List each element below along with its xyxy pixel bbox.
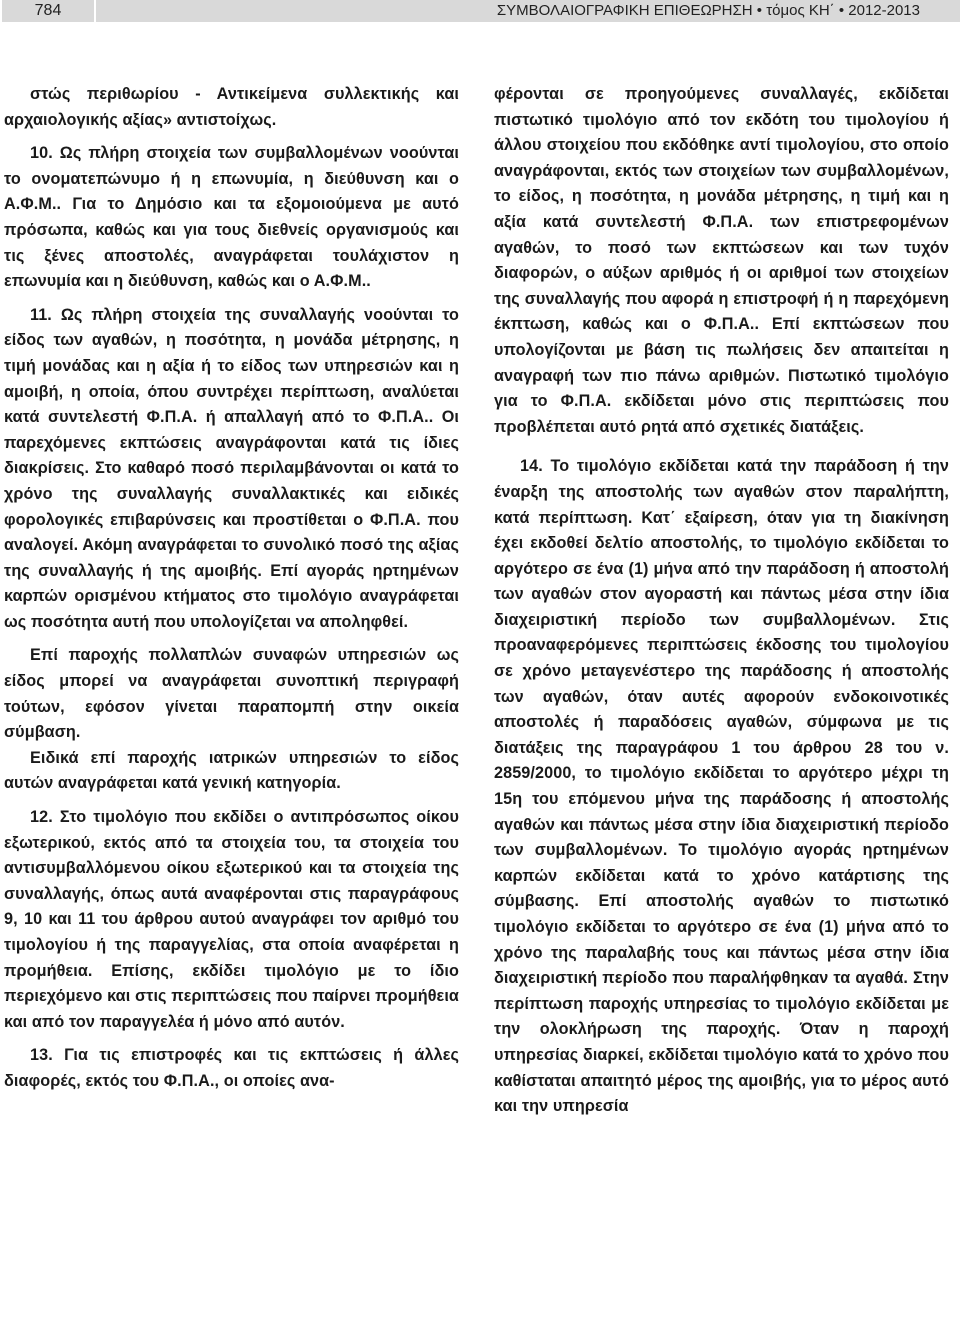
paragraph-continuation: στώς περιθωρίου - Αντικείμενα συλλεκτικής και αρχαιολογικής αξίας» αντιστοίχως. (4, 85, 459, 129)
header-bar (96, 0, 960, 22)
right-column (494, 82, 949, 1128)
paragraph-10: 10. Ως πλήρη στοιχεία των συμβαλλομένων νοούνται το ονοματεπώνυμο ή η επωνυμία, η διεύθυνση και ο Α.Φ.Μ.. Για το Δημόσιο και τα εξομοιούμενα με αυτό πρόσωπα, καθώς και για τους διεθνείς οργανισμούς και τις ξένες αποστολές, αναγράφεται τουλάχιστον η επωνυμία και η διεύθυνση, καθώς και ο Α.Φ.Μ.. (4, 144, 459, 291)
paragraph-11: 11. Ως πλήρη στοιχεία της συναλλαγής νοούνται το είδος των αγαθών, η ποσότητα, η μονάδα μέτρησης, η τιμή μονάδας και η αξία ή το είδος των υπηρεσιών και η αμοιβή, η οποία, όπου συντρέχει περίπτωση, αναλύεται κατά συντελεστή Φ.Π.Α. ή απαλλαγή από το Φ.Π.Α.. Οι παρεχόμενες εκπτώσεις αναγράφονται κατά τις ίδιες διακρίσεις. Στο καθαρό ποσό περιλαμβάνονται οι κατά το χρόνο της συναλλαγής συναλλακτικές και ειδικές φορολογικές επιβαρύνσεις και προστίθεται ο Φ.Π.Α. που αναλογεί. Ακόμη αναγράφεται το συνολικό ποσό της αξίας της συναλλαγής ή της αμοιβής. Επί αγοράς ηρτημένων καρπών ορισμένου κτήματος στο τιμολόγιο αναγράφεται ως ποσότητα αυτή που υπολογίζεται να αποληφθεί. (4, 305, 459, 631)
left-column (4, 82, 459, 1103)
paragraph-12: 12. Στο τιμολόγιο που εκδίδει ο αντιπρόσωπος οίκου εξωτερικού, εκτός από τα στοιχεία του, τα στοιχεία του αντισυμβαλλόμενου οίκου εξωτερικού και τα στοιχεία της συναλλαγής, όπως αυτά αναφέρονται στις παραγράφους 9, 10 και 11 του άρθρου αυτού αναγράφει τον αριθμό του τιμολογίου ή της παραγγελίας, στα οποία αναφέρεται η προμήθεια. Επίσης, εκδίδει τιμολόγιο με το ίδιο περιεχόμενο και στις περιπτώσεις που παίρνει προμήθεια και από τον παραγγελέα ή μόνο από αυτόν. (4, 808, 459, 1031)
page-number: 784 (2, 0, 94, 22)
paragraph-13: 13. Για τις επιστροφές και τις εκπτώσεις ή άλλες διαφορές, εκτός του Φ.Π.Α., οι οποίες ανα- (4, 1046, 459, 1090)
journal-title: ΣΥΜΒΟΛΑΙΟΓΡΑΦΙΚΗ ΕΠΙΘΕΩΡΗΣΗ • τόμος ΚΗ΄ • 2012-2013 (496, 2, 920, 19)
page-header (0, 0, 960, 38)
paragraph-13-continuation: φέρονται σε προηγούμενες συναλλαγές, εκδίδεται πιστωτικό τιμολόγιο από τον εκδότη του τιμολογίου ή άλλου στοιχείου που εκδόθηκε αντί τιμολογίου, στο οποίο αναγράφονται, εκτός των στοιχείων των συμβαλλομένων, το είδος, η ποσότητα, η μονάδα μέτρησης, η τιμή και η αξία κατά συντελεστή Φ.Π.Α. των επιστρεφομένων αγαθών, το ποσό των εκπτώσεων και των τυχόν διαφορών, ο αύξων αριθμός ή οι αριθμοί των στοιχείων της συναλλαγής που αφορά η επιστροφή ή η παρεχόμενη έκπτωση, καθώς και ο Φ.Π.Α.. Επί εκπτώσεων που υπολογίζονται με βάση τις πωλήσεις δεν απαιτείται η αναγραφή των πιο πάνω αριθμών. Πιστωτικό τιμολόγιο για το Φ.Π.Α. εκδίδεται μόνο στις περιπτώσεις που προβλέπεται αυτό ρητά από σχετικές διατάξεις. (494, 85, 949, 436)
paragraph-11-medical: Ειδικά επί παροχής ιατρικών υπηρεσιών το είδος αυτών αναγράφεται κατά γενική κατηγορία. (4, 748, 459, 793)
paragraph-11-services: Επί παροχής πολλαπλών συναφών υπηρεσιών ως είδος μπορεί να αναγράφεται συνοπτική περιγραφή τούτων, εφόσον γίνεται παραπομπή στην οικεία σύμβαση. (4, 646, 459, 742)
paragraph-14: 14. Το τιμολόγιο εκδίδεται κατά την παράδοση ή την έναρξη της αποστολής των αγαθών στον παραλήπτη, κατά περίπτωση. Κατ΄ εξαίρεση, όταν για τη διακίνηση έχει εκδοθεί δελτίο αποστολής, το τιμολόγιο εκδίδεται το αργότερο σε ένα (1) μήνα από την παράδοση ή αποστολή των αγαθών στον αγοραστή και πάντως μέσα στην ίδια διαχειριστική περίοδο των συμβαλλομένων. Στις προαναφερόμενες περιπτώσεις έκδοσης του τιμολογίου σε χρόνο μεταγενέστερο της παράδοσης ή αποστολής των αγαθών, όταν αυτές αφορούν ενδοκοινοτικές αποστολές ή παραδόσεις αγαθών, σύμφωνα με τις διατάξεις της παραγράφου 1 του άρθρου 28 του ν. 2859/2000, το τιμολόγιο εκδίδεται το αργότερο μέχρι τη 15η του επόμενου μήνα της παράδοσης ή αποστολής αγαθών και πάντως μέσα στην ίδια διαχειριστική περίοδο των συμβαλλομένων. Το τιμολόγιο αγοράς ηρτημένων καρπών εκδίδεται κατά το χρόνο κατάρτισης της σύμβασης. Επί αποστολής αγαθών το πιστωτικό τιμολόγιο εκδίδεται το αργότερο σε ένα (1) μήνα από το χρόνο της παραλαβής τους και πάντως μέσα στην ίδια διαχειριστική περίοδο που παραλήφθηκαν τα αγαθά. Στην περίπτωση παροχής υπηρεσίας το τιμολόγιο εκδίδεται με την ολοκλήρωση της παροχής. Όταν η παροχή υπηρεσίας διαρκεί, εκδίδεται τιμολόγιο κατά το χρόνο που καθίσταται απαιτητό μέρος της αμοιβής, για το μέρος αυτό και την υπηρεσία (494, 457, 949, 1116)
